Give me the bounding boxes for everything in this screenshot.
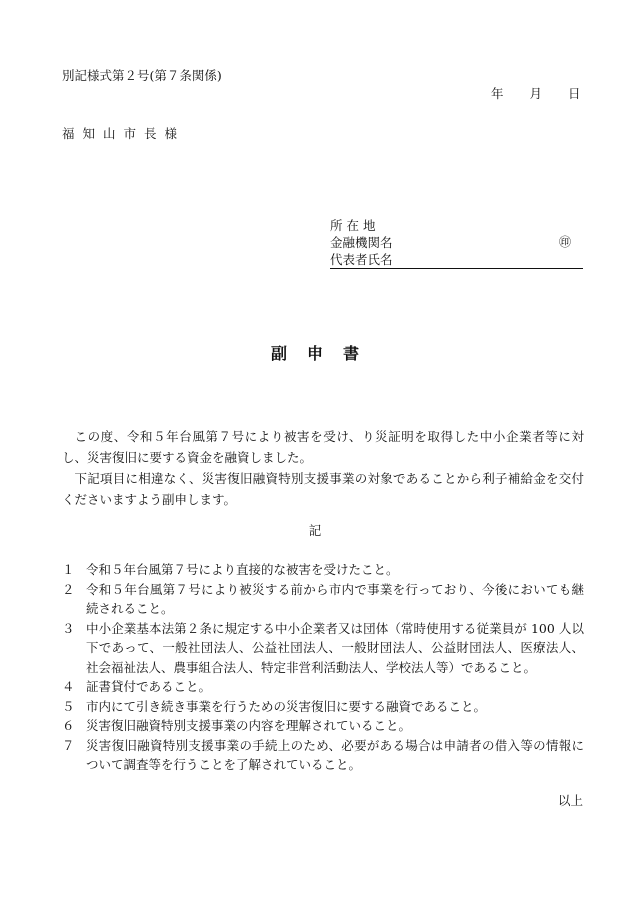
list-item [62, 677, 584, 697]
address-row [330, 217, 583, 234]
addressee: 福知山市長様 [62, 126, 186, 141]
item-text [86, 697, 584, 717]
item-text [86, 736, 584, 775]
item-text [86, 716, 584, 736]
item-number: ６ [62, 718, 75, 733]
seal-mark: ㊞ [558, 235, 571, 249]
item-list [62, 560, 584, 775]
item-line: 災害復旧融資特別支援事業の内容を理解されていること。 [86, 718, 412, 733]
item-line: 令和５年台風第７号により被災する前から市内で事業を行っており、今後においても継続されること。 [86, 581, 584, 616]
ki-heading: 記 [308, 523, 322, 538]
representative-label: 代表者氏名 [330, 252, 393, 267]
date-day: 日 [568, 86, 581, 101]
item-line: 市内にて引き続き事業を行うための災害復旧に要する融資であること。 [86, 698, 487, 714]
address-label: 所 在 地 [330, 218, 376, 233]
applicant-block [330, 217, 583, 269]
item-line: 災害復旧融資特別支援事業の手続上のため、必要がある場合は申請者の借入等の情報について調査等を行うことを了解されていること。 [86, 737, 584, 772]
date-line [491, 84, 581, 102]
institution-row [330, 234, 583, 251]
body-text [62, 426, 584, 510]
item-line: 証書貸付であること。 [86, 679, 212, 694]
item-line: 中小企業基本法第２条に規定する中小企業者又は団体（常時使用する従業員が 100 人以下であって、一般社団法人、公益社団法人、一般財団法人、公益財団法人、医療法人、社会福祉法人、農事組合法人、特定非営利活動法人、学校法人等）であること。 [86, 620, 584, 675]
item-number: ４ [62, 679, 75, 694]
item-number: ５ [62, 698, 75, 714]
representative-row [330, 251, 583, 269]
institution-label: 金融機関名 [330, 235, 393, 250]
body-paragraph-1: この度、令和５年台風第７号により被害を受け、り災証明を取得した中小企業者等に対し、災害復旧に要する資金を融資しました。 [62, 429, 584, 465]
date-year: 年 [491, 86, 504, 101]
form-label: 別記様式第２号(第７条関係) [62, 68, 222, 83]
item-text [86, 580, 584, 619]
list-item [62, 736, 584, 775]
list-item [62, 619, 584, 678]
body-paragraph-2: 下記項目に相違なく、災害復旧融資特別支援事業の対象であることから利子補給金を交付くださいますよう副申します。 [62, 471, 584, 507]
item-text [86, 560, 584, 580]
item-number: ３ [62, 620, 75, 636]
list-item [62, 697, 584, 717]
document-title: 副申書 [270, 344, 379, 363]
item-text [86, 677, 584, 697]
item-text [86, 619, 584, 678]
closing-mark: 以上 [557, 793, 583, 808]
item-number: １ [62, 562, 75, 577]
item-number: ２ [62, 581, 75, 597]
list-item [62, 580, 584, 619]
item-line: 令和５年台風第７号により直接的な被害を受けたこと。 [86, 562, 399, 577]
list-item [62, 716, 584, 736]
item-number: ７ [62, 737, 75, 753]
date-month: 月 [529, 86, 543, 101]
list-item [62, 560, 584, 580]
